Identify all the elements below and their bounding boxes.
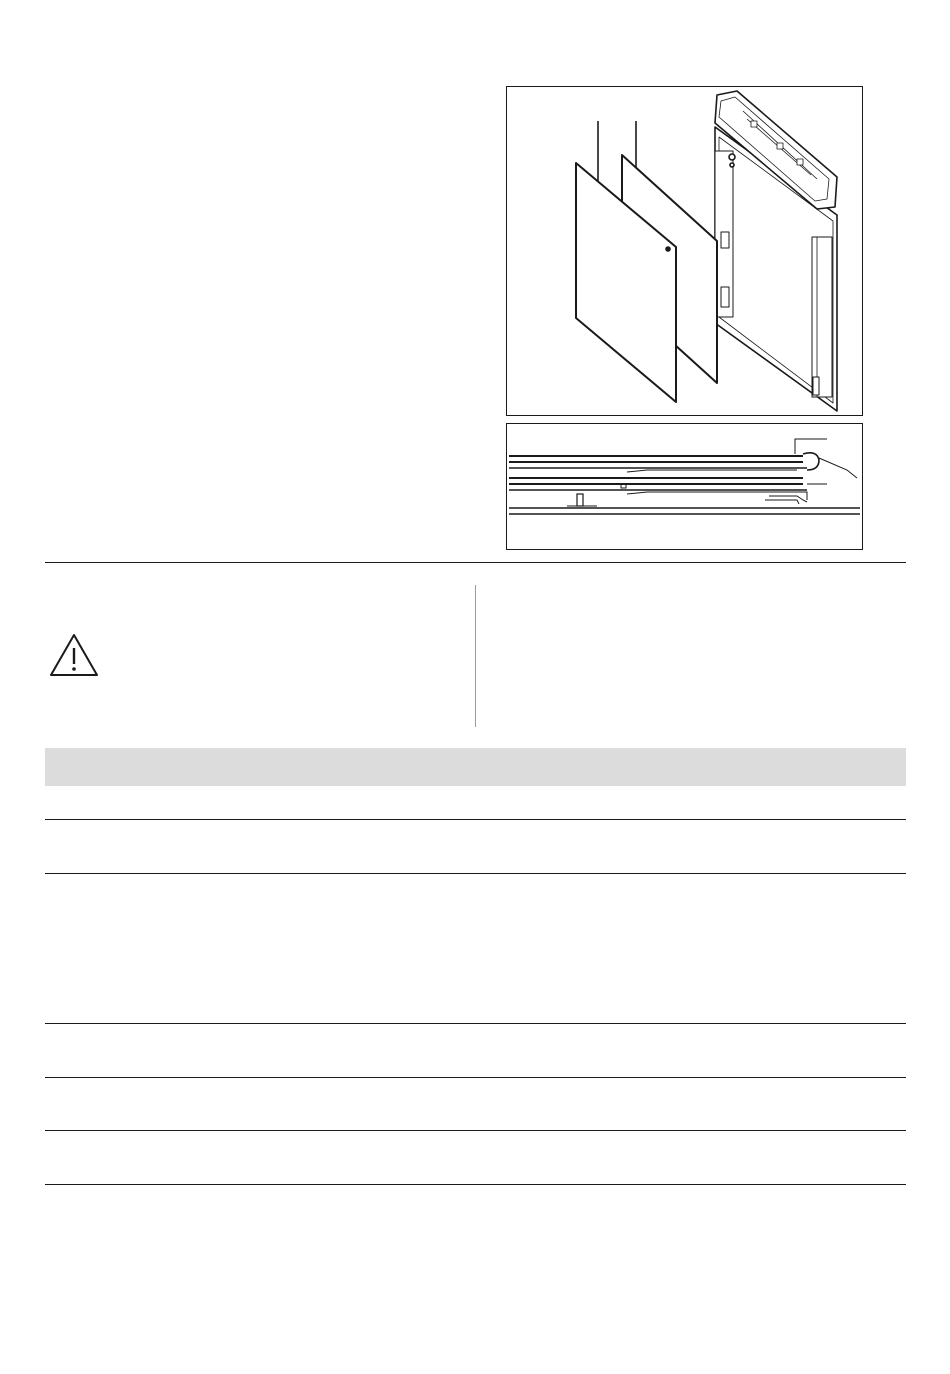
figure-door-panels bbox=[506, 86, 863, 416]
warning-block bbox=[45, 585, 465, 725]
door-panels-illustration bbox=[507, 87, 862, 415]
table-row bbox=[45, 1024, 906, 1077]
table-header-band bbox=[45, 748, 906, 786]
cross-section-illustration bbox=[507, 424, 862, 549]
table-bottom-rule bbox=[45, 1184, 906, 1185]
table-row bbox=[45, 1078, 906, 1130]
table-row bbox=[45, 786, 906, 819]
section-divider bbox=[45, 562, 906, 563]
figure-panel-cross-section bbox=[506, 423, 863, 550]
column-divider bbox=[475, 585, 476, 727]
table-row bbox=[45, 1131, 906, 1184]
warning-triangle-icon bbox=[49, 633, 99, 682]
table-row bbox=[45, 874, 906, 1023]
table-row bbox=[45, 820, 906, 873]
